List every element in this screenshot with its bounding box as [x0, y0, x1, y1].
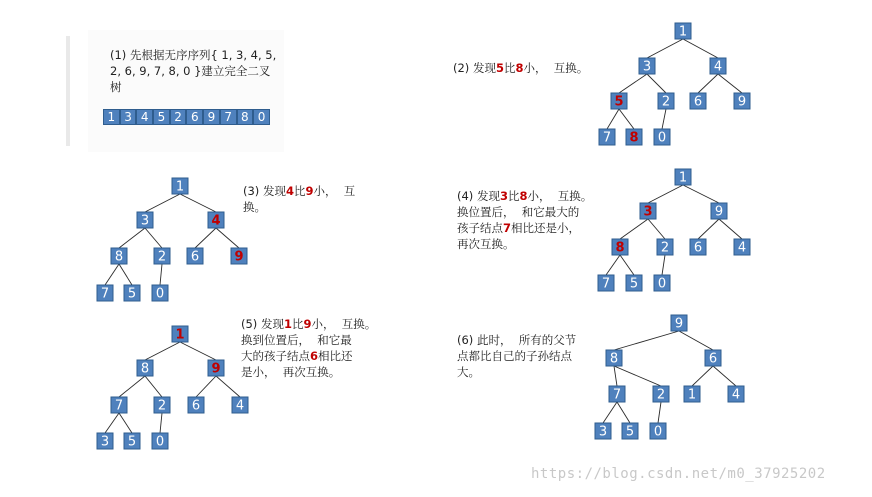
tree-node-value: 8	[140, 361, 150, 377]
tree-edge	[692, 366, 713, 386]
array-cell: 1	[103, 109, 120, 125]
tree-node-value-highlighted: 5	[614, 94, 624, 110]
tree-node-value: 6	[190, 249, 200, 265]
caption-text: (5) 发现	[241, 317, 284, 331]
tree-node-value: 1	[175, 179, 185, 195]
highlight-number: 5	[495, 61, 504, 75]
tree-node-value: 6	[708, 351, 718, 367]
tree-node-value: 2	[661, 94, 671, 110]
tree-node-value: 6	[693, 94, 703, 110]
tree-edge	[619, 109, 634, 129]
tree-node-value: 7	[114, 398, 124, 414]
tree-node-value: 4	[235, 398, 245, 414]
tree-edge	[662, 255, 665, 275]
highlight-number: 1	[283, 317, 292, 331]
array-cell: 3	[120, 109, 137, 125]
tree-edge	[648, 219, 665, 239]
caption-text: 比	[503, 61, 516, 75]
tree-edge	[620, 255, 634, 275]
caption-text: 小， 互换。	[523, 61, 589, 75]
tree-edge	[119, 413, 132, 433]
tree-edge	[614, 366, 617, 386]
tree-edge	[647, 39, 683, 58]
tree-node-value: 9	[714, 204, 724, 220]
tree-edge	[614, 331, 679, 350]
tree-edge	[119, 228, 145, 248]
array-cell: 2	[170, 109, 187, 125]
tree-node-value: 1	[687, 387, 697, 403]
tree-node-value: 2	[660, 240, 670, 256]
tree-edge	[119, 376, 145, 397]
caption-text: 比	[291, 317, 304, 331]
array-cell: 4	[136, 109, 153, 125]
tree-node-value: 1	[678, 170, 688, 186]
caption-text: 小， 互 换。	[243, 184, 356, 214]
array-cell: 8	[237, 109, 254, 125]
tree-node-value: 3	[100, 434, 110, 450]
tree-node-value: 7	[612, 387, 622, 403]
tree-edge	[698, 219, 719, 239]
caption-text: 小， 互换。 换位置后， 和它最大的 孩子结点	[457, 189, 593, 235]
tree-edge	[180, 342, 216, 360]
tree-node-value-highlighted: 8	[615, 240, 625, 256]
tree-edge	[606, 255, 620, 275]
tree-edge	[679, 331, 713, 350]
tree-edge	[698, 74, 718, 93]
tree-edge	[683, 185, 719, 203]
caption-text: 相比还 是小， 再次互换。	[241, 349, 353, 379]
tree-node-value: 0	[657, 276, 667, 292]
tree-edge	[216, 376, 240, 397]
tree-node-value-highlighted: 4	[211, 213, 221, 229]
tree-node-value: 9	[674, 316, 684, 332]
tree-edge	[216, 228, 239, 248]
tree-node-value: 5	[625, 424, 635, 440]
caption-text: (2) 发现	[453, 61, 496, 75]
highlight-number: 9	[303, 317, 312, 331]
tree-node-value: 3	[598, 424, 608, 440]
tree-edge	[647, 74, 666, 93]
tree-node-value: 0	[155, 286, 165, 302]
tree-node-value: 4	[731, 387, 741, 403]
tree-node-value: 1	[678, 24, 688, 40]
highlight-number: 6	[310, 349, 319, 363]
tree-edge	[719, 219, 742, 239]
tree-node-value: 0	[155, 434, 165, 450]
array-cell: 9	[203, 109, 220, 125]
tree-node-value: 5	[127, 286, 137, 302]
highlight-number: 7	[503, 221, 512, 235]
tree-edge	[713, 366, 736, 386]
step4-tree	[598, 169, 750, 292]
highlight-number: 4	[285, 184, 294, 198]
tree-edge	[603, 402, 617, 423]
tree-node-value: 4	[713, 59, 723, 75]
caption-text: (6) 此时， 所有的父节 点都比自己的子孙结点 大。	[457, 333, 577, 379]
tree-edge	[195, 228, 216, 248]
tree-node-value-highlighted: 9	[234, 249, 244, 265]
tree-node-value-highlighted: 9	[211, 361, 221, 377]
tree-node-value: 5	[629, 276, 639, 292]
caption-text: 相比还是小， 再次互换。	[457, 221, 581, 251]
tree-edge	[160, 413, 162, 433]
tree-edge	[658, 402, 661, 423]
tree-edge	[145, 194, 180, 212]
tree-node-value: 7	[602, 130, 612, 146]
caption-text: 比	[507, 189, 520, 203]
tree-edge	[145, 376, 162, 397]
tree-node-value: 4	[737, 240, 747, 256]
step3-tree	[97, 178, 247, 302]
tree-node-value: 5	[127, 434, 137, 450]
highlight-number: 3	[499, 189, 508, 203]
tree-edge	[607, 109, 619, 129]
array-cell: 6	[186, 109, 203, 125]
caption-text: 比	[293, 184, 306, 198]
tree-edge	[662, 109, 666, 129]
array-cell: 5	[153, 109, 170, 125]
step2-tree	[599, 23, 750, 146]
tree-edge	[105, 264, 119, 285]
tree-edge	[648, 185, 683, 203]
array-cell: 7	[220, 109, 237, 125]
tree-edge	[620, 219, 648, 239]
tree-node-value: 0	[657, 130, 667, 146]
tree-node-value: 6	[693, 240, 703, 256]
tree-node-value: 8	[609, 351, 619, 367]
tree-node-value: 2	[656, 387, 666, 403]
tree-edge	[180, 194, 216, 212]
tree-edge	[718, 74, 742, 93]
tree-edge	[617, 402, 630, 423]
tree-node-value: 0	[653, 424, 663, 440]
tree-edge	[196, 376, 216, 397]
caption-text: 小， 互换。 换到位置后， 和它最 大的孩子结点	[241, 317, 377, 363]
tree-node-value: 7	[100, 286, 110, 302]
tree-node-value-highlighted: 1	[175, 327, 185, 343]
highlight-number: 9	[305, 184, 314, 198]
caption-text: (1) 先根据无序序列{ 1, 3, 4, 5, 2, 6, 9, 7, 8, 0 }建立完全二叉 树	[110, 48, 277, 94]
caption-text: (3) 发现	[243, 184, 286, 198]
tree-edge	[105, 413, 119, 433]
tree-edge	[145, 228, 162, 248]
tree-node-value: 6	[191, 398, 201, 414]
tree-node-value: 2	[157, 398, 167, 414]
tree-edge	[119, 264, 132, 285]
tree-node-value: 7	[601, 276, 611, 292]
step5-tree	[97, 326, 248, 450]
tree-edge	[683, 39, 718, 58]
tree-node-value-highlighted: 8	[629, 130, 639, 146]
tree-node-value-highlighted: 3	[643, 204, 653, 220]
caption-text: (4) 发现	[457, 189, 500, 203]
tree-node-value: 9	[737, 94, 747, 110]
tree-node-value: 8	[114, 249, 124, 265]
tree-node-value: 3	[140, 213, 150, 229]
tree-edge	[619, 74, 647, 93]
step6-tree	[595, 315, 744, 440]
tree-node-value: 2	[157, 249, 167, 265]
tree-edge	[145, 342, 180, 360]
highlight-number: 8	[515, 61, 524, 75]
tree-edge	[614, 366, 661, 386]
watermark: https://blog.csdn.net/m0_37925202	[531, 466, 826, 482]
tree-edge	[160, 264, 162, 285]
tree-node-value: 3	[642, 59, 652, 75]
array-cell: 0	[253, 109, 270, 125]
highlight-number: 8	[519, 189, 528, 203]
